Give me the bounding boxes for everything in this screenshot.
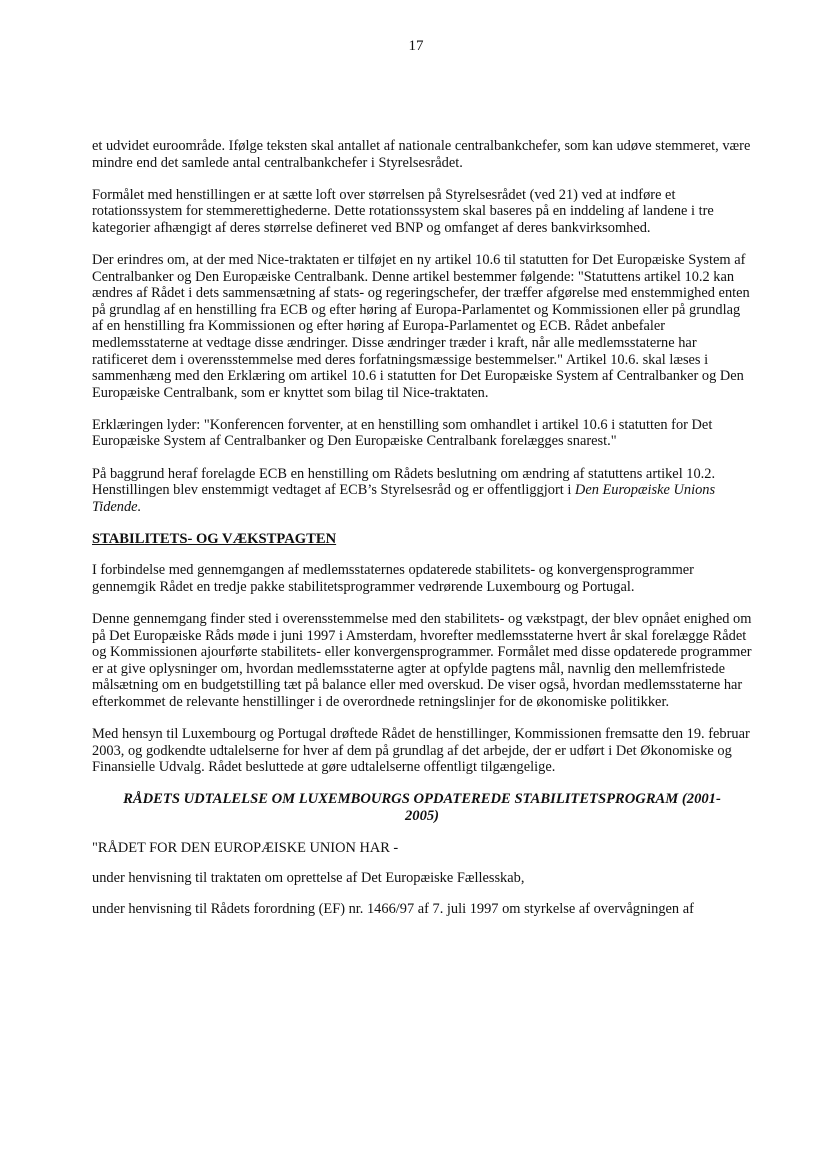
- paragraph-3: Der erindres om, at der med Nice-traktaten er tilføjet en ny artikel 10.6 til statutten for Det Europæiske System af Centralbanker og Den Europæiske Centralbank. Denne artikel bestemmer følgende: "Statuttens artikel 10.2 kan ændres af Rådet i dets sammensætning af stats- og regeringschefer, der træffer afgørelse med enstemmighed enten på grundlag af en henstilling fra ECB og efter høring af Europa-Parlamentet og Kommissionen eller på grundlag af en henstilling fra Kommissionen og efter høring af Europa-Parlamentet og ECB. Rådet anbefaler medlemsstaterne at vedtage disse ændringer. Disse ændringer træder i kraft, når alle medlemsstaterne har ratificeret dem i overensstemmelse med deres forfatningsmæssige bestemmelser." Artikel 10.6. skal læses i sammenhæng med den Erklæring om artikel 10.6 i statutten for Det Europæiske System af Centralbanker og Den Europæiske Centralbank, som er knyttet som bilag til Nice-traktaten.: [92, 251, 750, 401]
- paragraph-5-text: På baggrund heraf forelagde ECB en henstilling om Rådets beslutning om ændring af statuttens artikel 10.2. Henstillingen blev enstemmigt vedtaget af ECB’s Styrelsesråd og er offentliggjort i: [92, 465, 716, 499]
- page-number: 17: [408, 38, 424, 54]
- pact-paragraph-2: Denne gennemgang finder sted i overensstemmelse med den stabilitets- og vækstpagt, der blev opnået enighed om på Det Europæiske Råds møde i juni 1997 i Amsterdam, hvorefter medlemsstaterne hvert år skal forelægge Rådet og Kommissionen ajourførte stabilitets- eller konvergensprogrammer. Formålet med disse opdaterede programmer er at give oplysninger om, hvordan medlemsstaterne agter at opfylde pagtens mål, navnlig den mellemfristede målsætning om en budgetstilling tæt på balance eller med overskud. De viser også, hvordan medlemsstaterne har efterkommet de relevante henstillinger i de overordnede retningslinjer for de økonomiske politikker.: [92, 611, 752, 711]
- council-paragraph-3: under henvisning til Rådets forordning (EF) nr. 1466/97 af 7. juli 1997 om styrkelse af overvågningen af: [92, 900, 694, 917]
- page-body: [92, 138, 752, 933]
- opinion-heading-line-2: 2005): [404, 808, 440, 824]
- opinion-heading-line-1: RÅDETS UDTALELSE OM LUXEMBOURGS OPDATEREDE STABILITETSPROGRAM (2001-: [123, 791, 721, 808]
- opinion-heading: [92, 791, 752, 824]
- journal-title: Den Europæiske Unions Tidende.: [92, 482, 716, 515]
- pact-paragraph-3: Med hensyn til Luxembourg og Portugal drøftede Rådet de henstillinger, Kommissionen fremsatte den 19. februar 2003, og godkendte udtalelserne for hver af dem på grundlag af det arbejde, der er udført i Det Økonomiske og Finansielle Udvalg. Rådet besluttede at gøre udtalelserne offentligt tilgængelige.: [92, 726, 750, 776]
- pact-paragraph-1: I forbindelse med gennemgangen af medlemsstaternes opdaterede stabilitets- og konvergensprogrammer gennemgik Rådet en tredje pakke stabilitetsprogrammer vedrørende Luxembourg og Portugal.: [92, 562, 694, 595]
- paragraph-2: Formålet med henstillingen er at sætte loft over størrelsen på Styrelsesrådet (ved 21) ved at indføre et rotationssystem for stemmerettighederne. Dette rotationssystem skal baseres på en inddeling af landene i tre kategorier afhængigt af deres størrelse defineret ved BNP og omfanget af deres bankvirksomhed.: [92, 186, 714, 236]
- council-paragraph-1: "RÅDET FOR DEN EUROPÆISKE UNION HAR -: [92, 839, 399, 856]
- paragraph-5: [92, 466, 752, 516]
- section-heading-pact: STABILITETS- OG VÆKSTPAGTEN: [92, 530, 337, 547]
- paragraph-4: Erklæringen lyder: "Konferencen forventer, at en henstilling som omhandlet i artikel 10.6 i statutten for Det Europæiske System af Centralbanker og Den Europæiske Centralbank forelægges snarest.": [92, 416, 713, 450]
- paragraph-1: et udvidet euroområde. Ifølge teksten skal antallet af nationale centralbankchefer, som kan udøve stemmeret, være mindre end det samlede antal centralbankchefer i Styrelsesrådet.: [92, 138, 751, 171]
- council-paragraph-2: under henvisning til traktaten om oprettelse af Det Europæiske Fællesskab,: [92, 870, 525, 887]
